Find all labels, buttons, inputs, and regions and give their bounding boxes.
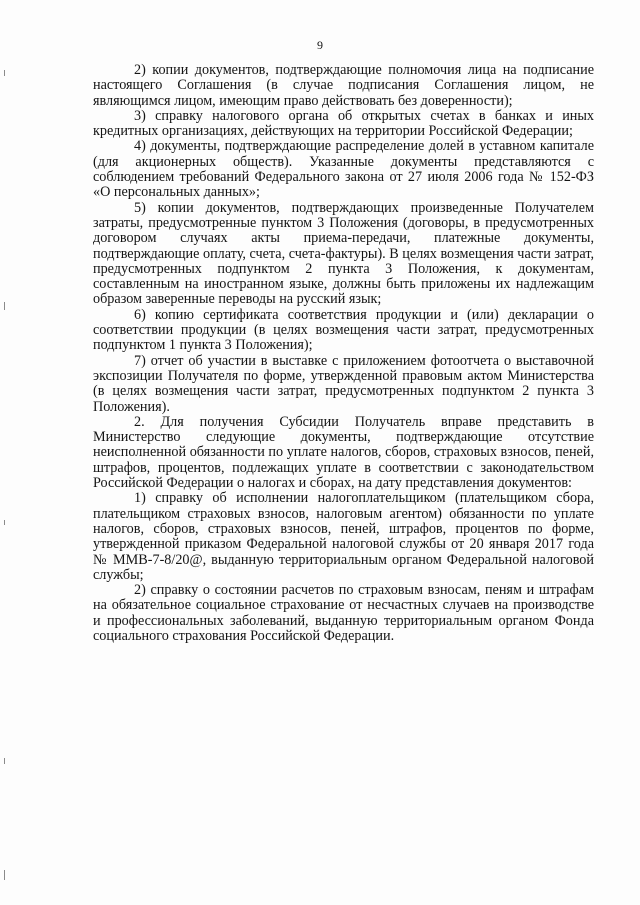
paragraph: 2) копии документов, подтверждающие полномочия лица на подписание настоящего Соглашения (в случае подписания Соглашения лицом, не являющимся лицом, имеющим право действовать без доверенности); [93, 62, 594, 109]
paragraph: 5) копии документов, подтверждающих произведенные Получателем затраты, предусмотренные пунктом 3 Положения (договоры, в предусмотренных договором случаях акты приема-передачи, платежные документы, подтверждающие оплату, счета, счета-фактуры). В целях возмещения части затрат, предусмотренных подпунктом 2 пункта 3 Положения, к документам, составленным на иностранном языке, должны быть приложены их надлежащим образом заверенные переводы на русский язык; [93, 199, 594, 308]
scan-edge-mark [4, 870, 5, 880]
scan-edge-mark [4, 70, 5, 76]
paragraph: 3) справку налогового органа об открытых счетах в банках и иных кредитных организациях, действующих на территории Российской Федерации; [93, 107, 594, 140]
document-body [93, 63, 594, 644]
paragraph: 2. Для получения Субсидии Получатель вправе представить в Министерство следующие документы, подтверждающие отсутствие неисполненной обязанности по уплате налогов, сборов, страховых взносов, пеней, штрафов, процентов, подлежащих уплате в соответствии с законодательством Российской Федерации о налогах и сборах, на дату представления документов: [93, 413, 594, 492]
scan-edge-mark [4, 758, 5, 764]
page-number: 9 [317, 38, 323, 52]
paragraph: 6) копию сертификата соответствия продукции и (или) декларации о соответствии продукции (в целях возмещения части затрат, предусмотренных подпунктом 1 пункта 3 Положения); [93, 306, 594, 354]
paragraph: 1) справку об исполнении налогоплательщиком (плательщиком сбора, плательщиком страховых взносов, налоговым агентом) обязанности по уплате налогов, сборов, страховых взносов, пеней, штрафов, процентов по форме, утвержденной приказом Федеральной налоговой службы от 20 января 2017 года № ММВ-7-8/20@, выданную территориальным органом Федеральной налоговой службы; [93, 490, 594, 583]
paragraph: 4) документы, подтверждающие распределение долей в уставном капитале (для акционерных обществ). Указанные документы представляются с соблюдением требований Федерального закона от 27 июля 2006 года № 152-ФЗ «О персональных данных»; [93, 138, 594, 201]
paragraph: 7) отчет об участии в выставке с приложением фотоотчета о выставочной экспозиции Получателя по форме, утвержденной правовым актом Министерства (в целях возмещения части затрат, предусмотренных подпунктом 2 пункта 3 Положения). [93, 352, 594, 415]
scan-edge-mark [4, 302, 5, 310]
scan-edge-mark [4, 520, 5, 525]
paragraph: 2) справку о состоянии расчетов по страховым взносам, пеням и штрафам на обязательное социальное страхование от несчастных случаев на производстве и профессиональных заболеваний, выданную территориальным органом Фонда социального страхования Российской Федерации. [93, 582, 594, 644]
